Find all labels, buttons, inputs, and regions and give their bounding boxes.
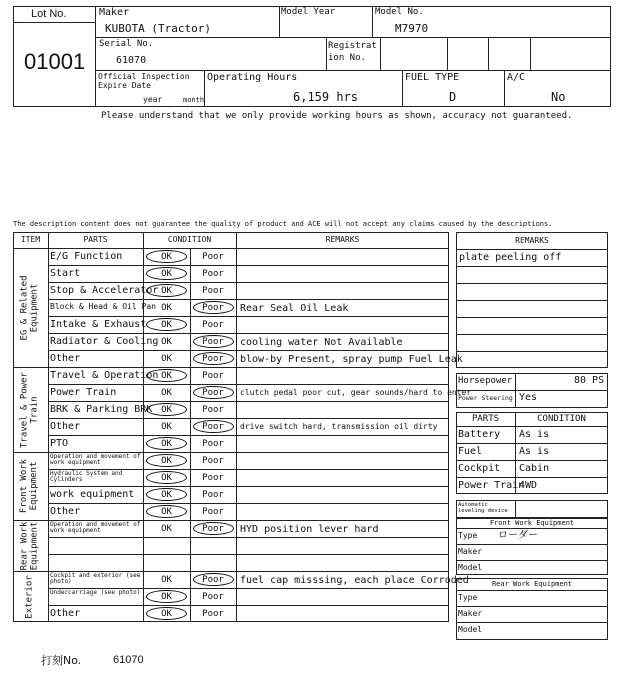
divider (456, 283, 608, 284)
model-year-label: Model Year (281, 7, 336, 17)
remark-text: HYD position lever hard (240, 524, 379, 535)
row-divider (48, 299, 449, 300)
part-label: Travel & Operation (50, 370, 159, 381)
part-label: Other (50, 353, 81, 364)
poor-option: Poor (202, 456, 224, 466)
ok-option: OK (161, 405, 172, 415)
divider (530, 37, 531, 70)
fuel-type-value: D (449, 90, 457, 104)
poor-option: Poor (202, 371, 224, 381)
part-label: Stop & Accelerator (50, 285, 159, 296)
power-steering-label: Power Steering (458, 394, 513, 402)
row-divider (48, 384, 449, 385)
ok-option: OK (161, 286, 172, 296)
divider (95, 70, 611, 71)
divider (456, 622, 608, 623)
remark-text: blow-by Present, spray pump Fuel Leak (240, 354, 463, 365)
divider (456, 560, 608, 561)
divider (456, 477, 608, 478)
divider (515, 500, 516, 518)
row-divider (48, 401, 449, 402)
poor-option: Poor (202, 592, 224, 602)
lot-no-value: 01001 (24, 49, 86, 74)
horsepower-value: 80 PS (574, 375, 605, 386)
divider (456, 266, 608, 267)
inspection-label-2: Expire Date (98, 81, 151, 90)
divider (456, 334, 608, 335)
divider (380, 37, 381, 70)
power-steering-value: Yes (519, 392, 538, 403)
ok-option: OK (161, 575, 172, 585)
row-divider (48, 350, 449, 351)
remark-text: cooling water Not Available (240, 337, 403, 348)
divider (456, 390, 608, 391)
divider (372, 6, 373, 37)
divider (326, 37, 327, 70)
poor-option: Poor (202, 575, 224, 585)
registration-label: Registrat ion No. (328, 41, 377, 63)
part-name: Fuel (458, 446, 483, 457)
part-label: Radiator & Cooling (50, 336, 159, 347)
row-divider (48, 333, 449, 334)
remark-text: fuel cap misssing, each place Corroded (240, 575, 469, 586)
poor-option: Poor (202, 252, 224, 262)
poor-option: Poor (202, 354, 224, 364)
parts-header: PARTS (471, 414, 500, 424)
poor-selected-circle (193, 386, 234, 399)
ok-selected-circle (146, 369, 187, 382)
poor-option: Poor (202, 286, 224, 296)
rear-type-label: Type (458, 593, 478, 602)
divider (447, 37, 448, 70)
group-label: Exterior (24, 574, 35, 619)
hours-label: Operating Hours (207, 72, 298, 83)
ok-selected-circle (146, 590, 187, 603)
remarks-line: plate peeling off (459, 252, 562, 263)
row-divider (48, 486, 449, 487)
divider (456, 249, 608, 250)
part-label: Other (50, 608, 81, 619)
serial-value: 61070 (116, 55, 147, 66)
poor-option: Poor (202, 507, 224, 517)
ok-option: OK (161, 388, 172, 398)
lot-no-label: Lot No. (31, 8, 67, 20)
inspection-label: Official Inspection (98, 72, 190, 81)
divider (95, 6, 96, 107)
header-condition: CONDITION (167, 235, 212, 244)
divider (236, 232, 237, 622)
divider (456, 544, 608, 545)
part-name: Power Train (458, 480, 525, 491)
divider (456, 528, 608, 529)
row-divider (48, 418, 449, 419)
row-divider (48, 503, 449, 504)
stamp-no-value: 61070 (113, 654, 144, 666)
divider (456, 606, 608, 607)
ac-value: No (551, 90, 566, 104)
rear-work-header: Rear Work Equipment (491, 580, 573, 588)
ok-option: OK (161, 490, 172, 500)
part-condition: Cabin (519, 463, 550, 474)
model-no-value: M7970 (395, 22, 429, 35)
row-divider (48, 316, 449, 317)
poor-option: Poor (202, 388, 224, 398)
hours-notice: Please understand that we only provide working hours as shown, accuracy not guaranteed. (101, 111, 573, 121)
group-label: Rear Work Equipment (19, 521, 39, 570)
poor-option: Poor (202, 473, 224, 483)
remark-text: drive switch hard, transmission oil dirty (240, 422, 438, 431)
poor-option: Poor (202, 439, 224, 449)
poor-option: Poor (202, 524, 224, 534)
divider (48, 232, 49, 622)
poor-option: Poor (202, 269, 224, 279)
remarks-header: REMARKS (515, 236, 549, 245)
poor-selected-circle (193, 335, 234, 348)
divider (456, 590, 608, 591)
divider (456, 443, 608, 444)
part-label: Start (50, 268, 81, 279)
ok-selected-circle (146, 437, 187, 450)
right-panel (456, 232, 608, 642)
ok-option: OK (161, 524, 172, 534)
header-item: ITEM (20, 235, 41, 244)
poor-option: Poor (202, 320, 224, 330)
ok-selected-circle (146, 488, 187, 501)
ok-option: OK (161, 592, 172, 602)
row-divider (48, 605, 449, 606)
divider (456, 300, 608, 301)
part-label: Operation and movement of work equipment (50, 521, 141, 535)
model-no-label: Model No. (375, 7, 424, 17)
ok-option: OK (161, 252, 172, 262)
header-parts: PARTS (83, 235, 108, 244)
poor-selected-circle (193, 420, 234, 433)
divider (13, 22, 95, 23)
part-name: Battery (458, 429, 501, 440)
ok-selected-circle (146, 318, 187, 331)
part-label: Undercarriage (see photo) (50, 589, 141, 596)
year-label: year (143, 95, 163, 104)
poor-option: Poor (202, 337, 224, 347)
part-label: Power Train (50, 387, 117, 398)
part-condition: As is (519, 429, 550, 440)
ok-selected-circle (146, 267, 187, 280)
ok-selected-circle (146, 607, 187, 620)
ok-option: OK (161, 507, 172, 517)
divider (456, 460, 608, 461)
front-maker-label: Maker (458, 547, 483, 556)
part-label: Block & Head & Oil Pan (50, 302, 156, 311)
part-label: Other (50, 506, 81, 517)
hours-value: 6,159 hrs (293, 90, 359, 104)
maker-value: KUBOTA (Tractor) (105, 22, 211, 35)
serial-label: Serial No. (99, 39, 154, 49)
part-label: BRK & Parking BRK (50, 404, 153, 415)
ok-option: OK (161, 371, 172, 381)
row-divider (48, 554, 449, 555)
divider (488, 37, 489, 70)
part-condition: As is (519, 446, 550, 457)
ok-option: OK (161, 439, 172, 449)
ok-selected-circle (146, 284, 187, 297)
part-label: Intake & Exhaust (50, 319, 147, 330)
poor-option: Poor (202, 490, 224, 500)
divider (95, 37, 611, 38)
stamp-no-label: 打刻No. (41, 654, 82, 667)
row-divider (13, 367, 449, 368)
ok-option: OK (161, 456, 172, 466)
row-divider (48, 282, 449, 283)
group-label: Travel & Power Train (19, 371, 39, 448)
poor-selected-circle (193, 573, 234, 586)
fuel-type-label: FUEL TYPE (405, 72, 460, 83)
ok-selected-circle (146, 454, 187, 467)
month-label: month (183, 96, 205, 104)
ok-selected-circle (146, 471, 187, 484)
part-label: PTO (50, 438, 69, 449)
horsepower-label: Horsepower (458, 376, 513, 386)
ok-option: OK (161, 609, 172, 619)
part-label: Hydraulic System and Cylinders (50, 470, 123, 484)
front-type-label: Type (458, 531, 478, 540)
row-divider (48, 265, 449, 266)
ac-label: A/C (507, 72, 526, 83)
remark-text: Rear Seal Oil Leak (240, 303, 349, 314)
part-label: Operation and movement of work equipment (50, 453, 141, 467)
part-condition: 4WD (519, 480, 538, 491)
rear-model-label: Model (458, 625, 483, 634)
auto-leveling-label: Automatic leveling device (458, 502, 508, 515)
part-label: E/G Function (50, 251, 123, 262)
row-divider (48, 435, 449, 436)
divider (456, 351, 608, 352)
group-label: EG & Related Equipment (19, 274, 39, 341)
divider (13, 248, 449, 249)
divider (456, 317, 608, 318)
description-notice: The description content does not guarantee the quality of product and ACE will not accept any claims caused by the descriptions. (13, 220, 553, 228)
ok-option: OK (161, 320, 172, 330)
ok-option: OK (161, 473, 172, 483)
poor-option: Poor (202, 303, 224, 313)
front-type-value: ローダー (498, 530, 538, 541)
divider (279, 6, 280, 37)
header-remarks: REMARKS (325, 235, 360, 244)
ok-selected-circle (146, 250, 187, 263)
divider (204, 70, 205, 107)
divider (402, 70, 403, 107)
front-model-label: Model (458, 563, 483, 572)
poor-option: Poor (202, 422, 224, 432)
divider (456, 426, 608, 427)
condition-header: CONDITION (537, 414, 586, 424)
part-name: Cockpit (458, 463, 501, 474)
remark-text: clutch pedal poor cut, gear sounds/hard to enter (240, 388, 472, 397)
part-label: Cockpit and exterior (see photo) (50, 572, 141, 586)
part-label: work equipment (50, 489, 135, 500)
row-divider (48, 537, 449, 538)
part-label: Other (50, 421, 81, 432)
group-label: Front Work Equipment (19, 458, 39, 514)
poor-option: Poor (202, 405, 224, 415)
ok-selected-circle (146, 505, 187, 518)
ok-option: OK (161, 354, 172, 364)
rear-maker-label: Maker (458, 609, 483, 618)
ok-option: OK (161, 337, 172, 347)
poor-option: Poor (202, 609, 224, 619)
ok-option: OK (161, 269, 172, 279)
poor-selected-circle (193, 522, 234, 535)
poor-selected-circle (193, 352, 234, 365)
ok-selected-circle (146, 403, 187, 416)
ok-option: OK (161, 303, 172, 313)
maker-label: Maker (99, 7, 130, 18)
ok-option: OK (161, 422, 172, 432)
poor-selected-circle (193, 301, 234, 314)
divider (504, 70, 505, 107)
front-work-header: Front Work Equipment (489, 519, 575, 527)
